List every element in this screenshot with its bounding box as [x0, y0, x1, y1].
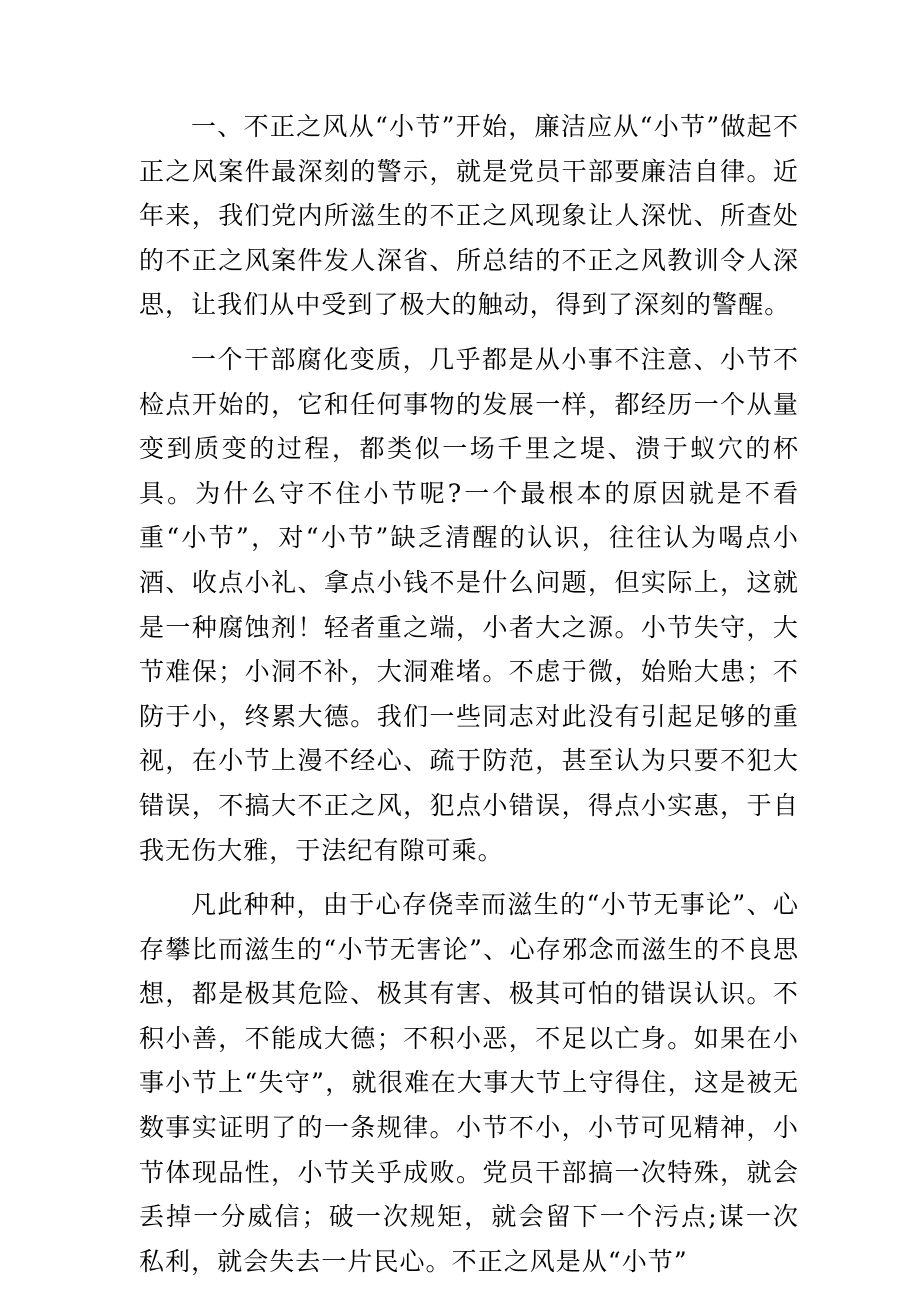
paragraph-2: 一个干部腐化变质，几乎都是从小事不注意、小节不检点开始的，它和任何事物的发展一样，都经历一个从量变到质变的过程，都类似一场千里之堤、溃于蚁穴的杯具。为什么守不住小节呢?一个最根本的原因就是不看重“小节”，对“小节”缺乏清醒的认识，往往认为喝点小酒、收点小礼、拿点小钱不是什么问题，但实际上，这就是一种腐蚀剂！轻者重之端，小者大之源。小节失守，大节难保；小洞不补，大洞难堵。不虑于微，始贻大患；不防于小，终累大德。我们一些同志对此没有引起足够的重视，在小节上漫不经心、疏于防范，甚至认为只要不犯大错误，不搞大不正之风，犯点小错误，得点小实惠，于自我无伤大雅，于法纪有隙可乘。 [139, 344, 799, 865]
paragraph-1: 一、不正之风从“小节”开始，廉洁应从“小节”做起不正之风案件最深刻的警示，就是党员干部要廉洁自律。近年来，我们党内所滋生的不正之风现象让人深忧、所查处的不正之风案件发人深省、所总结的不正之风教训令人深思，让我们从中受到了极大的触动，得到了深刻的警醒。 [139, 112, 799, 320]
paragraph-3: 凡此种种，由于心存侥幸而滋生的“小节无事论”、心存攀比而滋生的“小节无害论”、心存邪念而滋生的不良思想，都是极其危险、极其有害、极其可怕的错误认识。不积小善，不能成大德；不积小恶，不足以亡身。如果在小事小节上“失守”，就很难在大事大节上守得住，这是被无数事实证明了的一条规律。小节不小，小节可见精神，小节体现品性，小节关乎成败。党员干部搞一次特殊，就会丢掉一分威信；破一次规矩，就会留下一个污点;谋一次私利，就会失去一片民心。不正之风是从“小节” [139, 890, 799, 1276]
document-body [139, 105, 799, 1294]
